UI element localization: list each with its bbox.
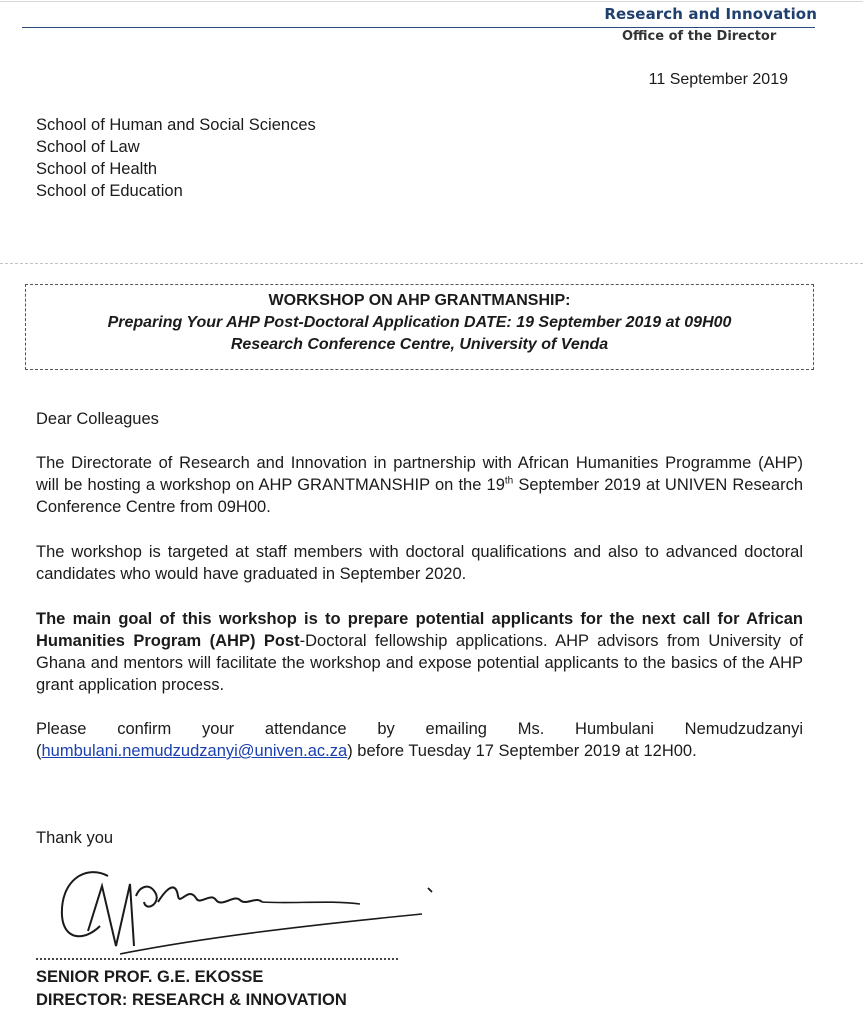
ordinal-suffix: th <box>504 475 514 487</box>
handwritten-signature <box>50 856 450 966</box>
notice-subheading: Preparing Your AHP Post-Doctoral Application DATE: 19 September 2019 at 09H00 <box>107 314 732 331</box>
paragraph-goal <box>36 608 803 696</box>
paragraph-intro <box>36 452 803 518</box>
paragraph-rsvp <box>36 718 803 762</box>
paragraph-intro-text: The Directorate of Research and Innovation in partnership with African Humanities Programme (AHP) will be hosting a workshop on AHP GRANTMANSHIP on the 19 <box>36 454 803 494</box>
paragraph-goal-bold: The main goal of this workshop is to prepare potential applicants for the next call for African Humanities Program (AHP) Post <box>36 610 803 650</box>
signer-block <box>36 966 347 1012</box>
recipient-line: School of Human and Social Sciences <box>36 116 316 134</box>
paragraph-target-audience: The workshop is targeted at staff members with doctoral qualifications and also to advanced doctoral candidates who would have graduated in September 2020. <box>36 543 803 583</box>
notice-venue: Research Conference Centre, University of Venda <box>230 336 609 353</box>
workshop-notice-box <box>25 284 814 370</box>
notice-heading: WORKSHOP ON AHP GRANTMANSHIP: <box>268 292 571 309</box>
recipient-line: School of Health <box>36 160 158 178</box>
paragraph-goal-text: -Doctoral fellowship applications. AHP advisors from University of Ghana and mentors will facilitate the workshop and expose potential applicants to the basics of the AHP grant application process. <box>36 632 803 694</box>
closing-remark: Thank you <box>36 829 114 847</box>
section-divider <box>0 263 863 264</box>
letter-date: 11 September 2019 <box>648 71 788 88</box>
paragraph-rsvp-text-end: ) before Tuesday 17 September 2019 at 12H00. <box>347 742 697 760</box>
recipients-block <box>36 114 316 202</box>
top-border <box>0 1 863 2</box>
signer-name: SENIOR PROF. G.E. EKOSSE <box>36 968 264 986</box>
recipient-line: School of Law <box>36 138 140 156</box>
signer-title: DIRECTOR: RESEARCH & INNOVATION <box>36 991 347 1009</box>
letterhead-rule <box>22 27 815 28</box>
email-link[interactable]: humbulani.nemudzudzanyi@univen.ac.za <box>41 742 348 760</box>
letterhead-subtitle: Office of the Director <box>622 29 777 44</box>
paragraph-intro-text-end: September 2019 at UNIVEN Research Conference Centre from 09H00. <box>36 476 804 516</box>
signature-line <box>36 958 398 960</box>
paragraph-rsvp-text: Please confirm your attendance by emailing Ms. Humbulani Nemudzudzanyi ( <box>36 720 803 760</box>
letterhead-title: Research and Innovation <box>604 5 817 23</box>
salutation: Dear Colleagues <box>36 410 159 428</box>
recipient-line: School of Education <box>36 182 183 200</box>
